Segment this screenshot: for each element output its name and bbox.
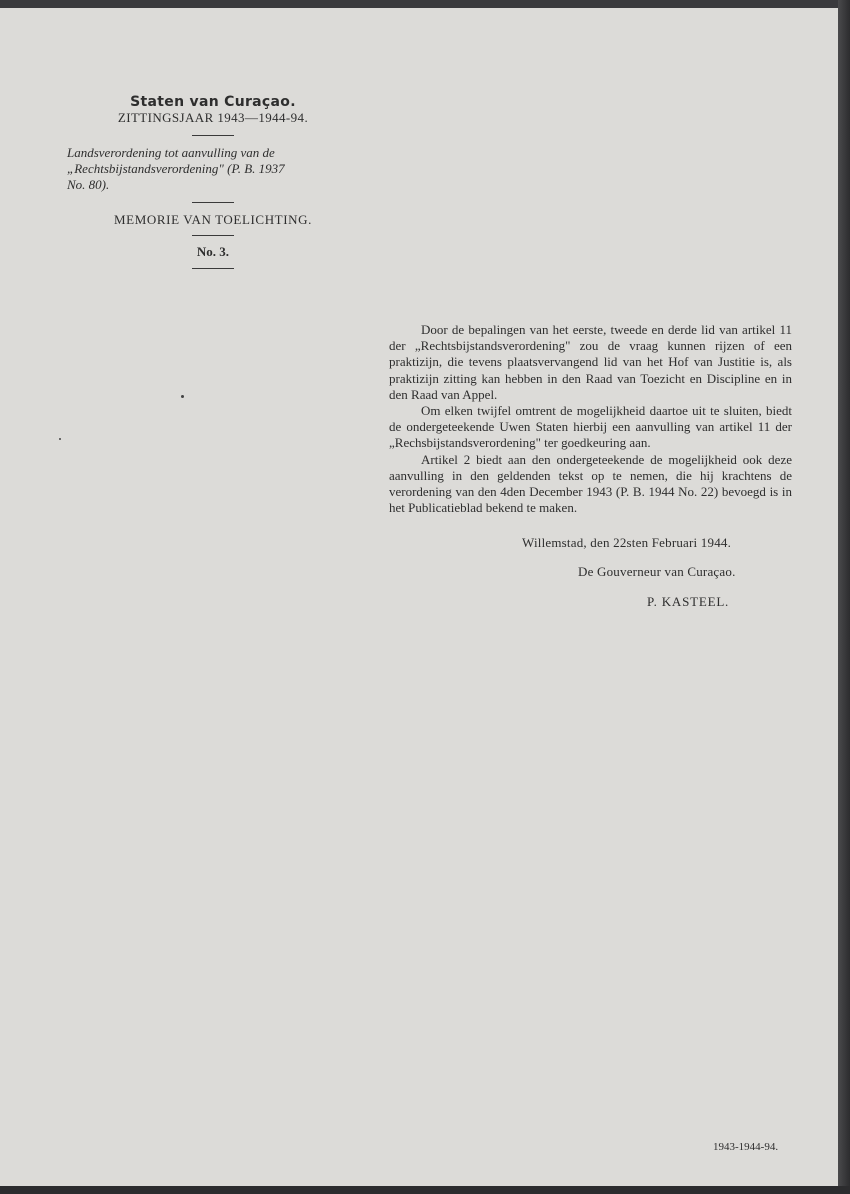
org-title: Staten van Curaçao.: [130, 94, 296, 110]
subject-line: No. 80).: [67, 177, 110, 192]
document-number: No. 3.: [196, 244, 230, 259]
subject-line: Landsverordening tot aanvulling van de: [67, 145, 275, 160]
signature-date: Willemstad, den 22sten Februari 1944.: [522, 535, 732, 550]
divider: [192, 135, 234, 136]
document-page: [0, 8, 838, 1186]
divider: [192, 202, 234, 203]
paragraph: Door de bepalingen van het eerste, tweede en derde lid van artikel 11 der „Rechtsbijstandsverordening" zou de vraag kunnen rijzen of een praktizijn, die tevens plaatsvervangend lid van het Hof van Justitie is, als praktizijn zitting kan hebben in den Raad van Toezicht en Discipline en in den Raad van Appel.: [389, 322, 792, 402]
document-header: [65, 94, 361, 277]
paragraph: Om elken twijfel omtrent de mogelijkheid daartoe uit te sluiten, biedt de ondergeteekende Uwen Staten hierbij een aanvulling van artikel 11 der „Rechsbijstandsverordening" ter goedkeuring aan.: [389, 403, 792, 451]
body-text: [389, 322, 792, 516]
subject-title: [65, 145, 361, 193]
signature-name: P. KASTEEL.: [647, 594, 730, 609]
memo-title: MEMORIE VAN TOELICHTING.: [114, 212, 312, 227]
paragraph: Artikel 2 biedt aan den ondergeteekende de mogelijkheid ook deze aanvulling in den geldenden tekst op te nemen, die hij krachtens de verordening van den 4den December 1943 (P. B. 1944 No. 22) bevoegd is in het Publicatieblad bekend te maken.: [389, 451, 792, 516]
signature-role: De Gouverneur van Curaçao.: [578, 564, 736, 579]
divider: [192, 268, 234, 269]
paper-speck: [59, 438, 61, 440]
subject-line: „Rechtsbijstandsverordening" (P. B. 1937: [67, 161, 285, 176]
divider: [192, 235, 234, 236]
footer-code: 1943-1944-94.: [713, 1141, 779, 1153]
paper-speck: [181, 395, 184, 398]
session-year: ZITTINGSJAAR 1943—1944-94.: [117, 110, 309, 125]
scan-edge-bottom: [0, 1186, 850, 1194]
scan-edge-right: [838, 0, 850, 1194]
